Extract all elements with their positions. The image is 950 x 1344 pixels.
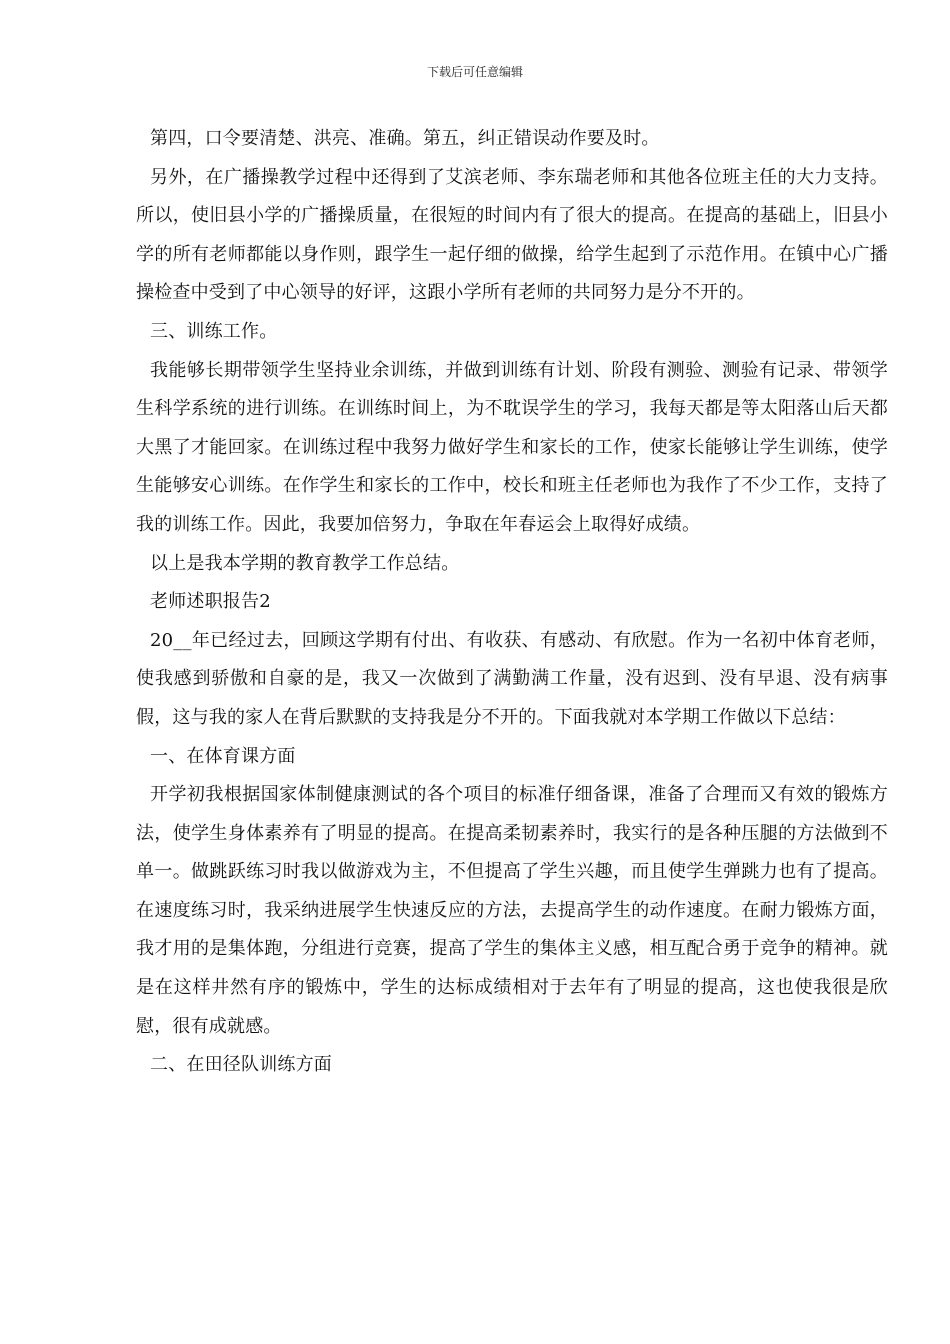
paragraph: 20__年已经过去，回顾这学期有付出、有收获、有感动、有欣慰。作为一名初中体育老师，使我感到骄傲和自豪的是，我又一次做到了满勤满工作量，没有迟到、没有早退、没有病事假，这与我的家人在背后默默的支持我是分不开的。下面我就对本学期工作做以下总结： — [136, 629, 888, 728]
paragraph: 另外，在广播操教学过程中还得到了艾滨老师、李东瑞老师和其他各位班主任的大力支持。所以，使旧县小学的广播操质量，在很短的时间内有了很大的提高。在提高的基础上，旧县小学的所有老师都能以身作则，跟学生一起仔细的做操，给学生起到了示范作用。在镇中心广播操检查中受到了中心领导的好评，这跟小学所有老师的共同努力是分不开的。 — [136, 166, 888, 304]
report-title: 老师述职报告2 — [150, 591, 271, 613]
paragraph: 以上是我本学期的教育教学工作总结。 — [150, 552, 460, 574]
document-body — [136, 120, 888, 1085]
section-heading: 一、在体育课方面 — [150, 745, 296, 767]
section-heading: 三、训练工作。 — [150, 320, 278, 342]
paragraph: 我能够长期带领学生坚持业余训练，并做到训练有计划、阶段有测验、测验有记录、带领学生科学系统的进行训练。在训练时间上，为不耽误学生的学习，我每天都是等太阳落山后天都大黑了才能回家。在训练过程中我努力做好学生和家长的工作，使家长能够让学生训练，使学生能够安心训练。在作学生和家长的工作中，校长和班主任老师也为我作了不少工作，支持了我的训练工作。因此，我要加倍努力，争取在年春运会上取得好成绩。 — [136, 359, 888, 535]
page-header: 下载后可任意编辑 — [426, 65, 523, 79]
section-heading: 二、在田径队训练方面 — [150, 1054, 332, 1076]
paragraph: 第四，口令要清楚、洪亮、准确。第五，纠正错误动作要及时。 — [150, 128, 660, 149]
paragraph: 开学初我根据国家体制健康测试的各个项目的标准仔细备课，准备了合理而又有效的锻炼方法，使学生身体素养有了明显的提高。在提高柔韧素养时，我实行的是各种压腿的方法做到不单一。做跳跃练习时我以做游戏为主，不但提高了学生兴趣，而且使学生弹跳力也有了提高。在速度练习时，我采纳进展学生快速反应的方法，去提高学生的动作速度。在耐力锻炼方面，我才用的是集体跑，分组进行竞赛，提高了学生的集体主义感，相互配合勇于竞争的精神。就是在这样井然有序的锻炼中，学生的达标成绩相对于去年有了明显的提高，这也使我很是欣慰，很有成就感。 — [136, 784, 888, 1037]
